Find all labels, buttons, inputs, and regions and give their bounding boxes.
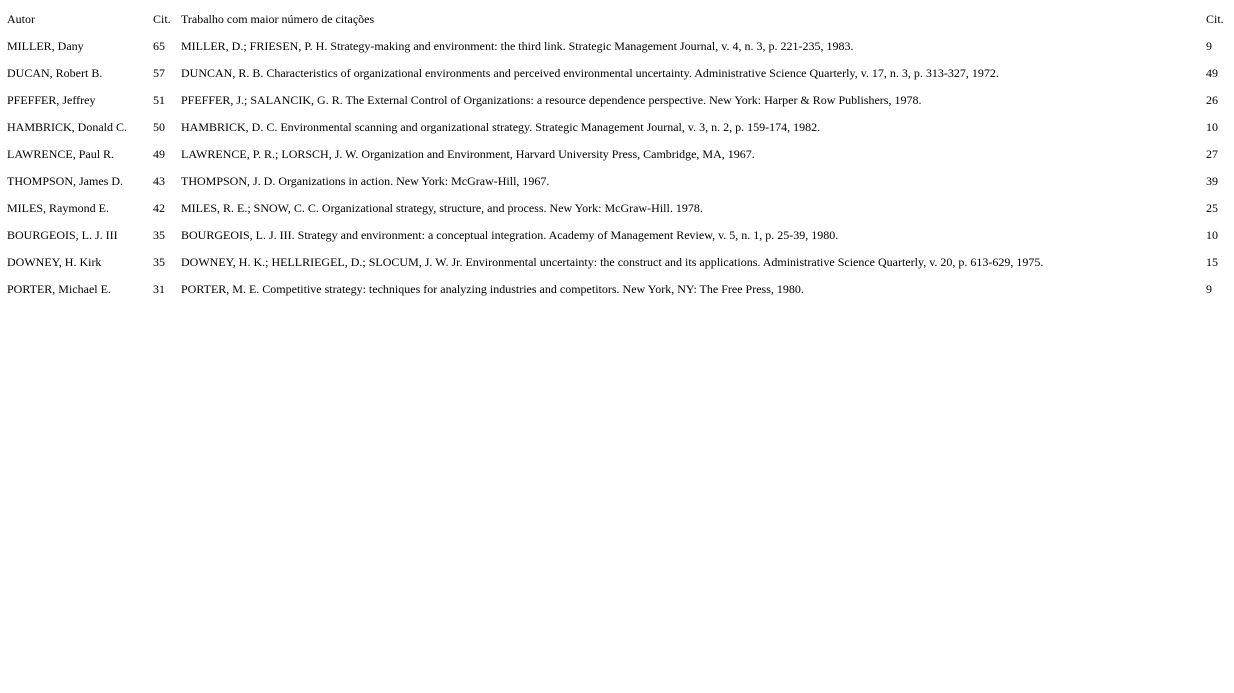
work-citations-cell: 10 [1206, 227, 1218, 242]
author-cell: BOURGEOIS, L. J. III [7, 227, 118, 242]
work-cell: HAMBRICK, D. C. Environmental scanning and organizational strategy. Strategic Management Journal, v. 3, n. 2, p. 159-174, 1982. [181, 119, 821, 134]
table-row [4, 59, 1230, 86]
table-row [4, 275, 1230, 302]
author-cell: PFEFFER, Jeffrey [7, 92, 96, 107]
author-citations-cell: 35 [153, 227, 165, 242]
table-body [4, 32, 1230, 302]
table-header [4, 5, 1230, 32]
author-cell: THOMPSON, James D. [7, 173, 124, 188]
author-cell: HAMBRICK, Donald C. [7, 119, 128, 134]
author-citations-cell: 31 [153, 281, 165, 296]
work-cell: LAWRENCE, P. R.; LORSCH, J. W. Organization and Environment, Harvard University Press, Cambridge, MA, 1967. [181, 146, 755, 161]
author-citations-cell: 42 [153, 200, 165, 215]
table-row [4, 167, 1230, 194]
author-citations-cell: 35 [153, 254, 165, 269]
citations-table [4, 5, 1230, 302]
author-citations-cell: 49 [153, 146, 165, 161]
author-cell: PORTER, Michael E. [7, 281, 111, 296]
header-work: Trabalho com maior número de citações [181, 11, 375, 26]
author-citations-cell: 51 [153, 92, 165, 107]
work-citations-cell: 26 [1206, 92, 1218, 107]
work-cell: THOMPSON, J. D. Organizations in action. New York: McGraw-Hill, 1967. [181, 173, 550, 188]
author-cell: MILES, Raymond E. [7, 200, 109, 215]
work-cell: BOURGEOIS, L. J. III. Strategy and environment: a conceptual integration. Academy of Management Review, v. 5, n. 1, p. 25-39, 1980. [181, 227, 839, 242]
author-citations-cell: 50 [153, 119, 165, 134]
table-row [4, 221, 1230, 248]
work-citations-cell: 15 [1206, 254, 1218, 269]
work-citations-cell: 10 [1206, 119, 1218, 134]
work-cell: MILLER, D.; FRIESEN, P. H. Strategy-making and environment: the third link. Strategic Management Journal, v. 4, n. 3, p. 221-235, 1983. [181, 38, 854, 53]
author-cell: MILLER, Dany [7, 38, 84, 53]
author-citations-cell: 65 [153, 38, 165, 53]
work-citations-cell: 9 [1206, 38, 1212, 53]
author-citations-cell: 57 [153, 65, 165, 80]
work-cell: DOWNEY, H. K.; HELLRIEGEL, D.; SLOCUM, J. W. Jr. Environmental uncertainty: the construct and its applications. Administrative Science Quarterly, v. 20, p. 613-629, 1975. [181, 254, 1044, 269]
work-cell: PFEFFER, J.; SALANCIK, G. R. The External Control of Organizations: a resource dependence perspective. New York: Harper & Row Publishers, 1978. [181, 92, 922, 107]
header-author-citations: Cit. [153, 11, 171, 26]
author-citations-cell: 43 [153, 173, 165, 188]
work-citations-cell: 39 [1206, 173, 1218, 188]
work-cell: MILES, R. E.; SNOW, C. C. Organizational strategy, structure, and process. New York: McGraw-Hill. 1978. [181, 200, 703, 215]
author-cell: LAWRENCE, Paul R. [7, 146, 115, 161]
header-row [4, 5, 1230, 32]
header-work-citations: Cit. [1206, 11, 1224, 26]
author-cell: DUCAN, Robert B. [7, 65, 103, 80]
table-row [4, 140, 1230, 167]
table-row [4, 248, 1230, 275]
header-author: Autor [7, 11, 35, 26]
table-row [4, 113, 1230, 140]
table-row [4, 194, 1230, 221]
work-cell: PORTER, M. E. Competitive strategy: techniques for analyzing industries and competitors. New York, NY: The Free Press, 1980. [181, 281, 804, 296]
work-citations-cell: 27 [1206, 146, 1218, 161]
author-cell: DOWNEY, H. Kirk [7, 254, 102, 269]
work-citations-cell: 25 [1206, 200, 1218, 215]
work-citations-cell: 49 [1206, 65, 1218, 80]
work-citations-cell: 9 [1206, 281, 1212, 296]
table-row [4, 32, 1230, 59]
table-row [4, 86, 1230, 113]
work-cell: DUNCAN, R. B. Characteristics of organizational environments and perceived environmental uncertainty. Administrative Science Quarterly, v. 17, n. 3, p. 313-327, 1972. [181, 65, 999, 80]
